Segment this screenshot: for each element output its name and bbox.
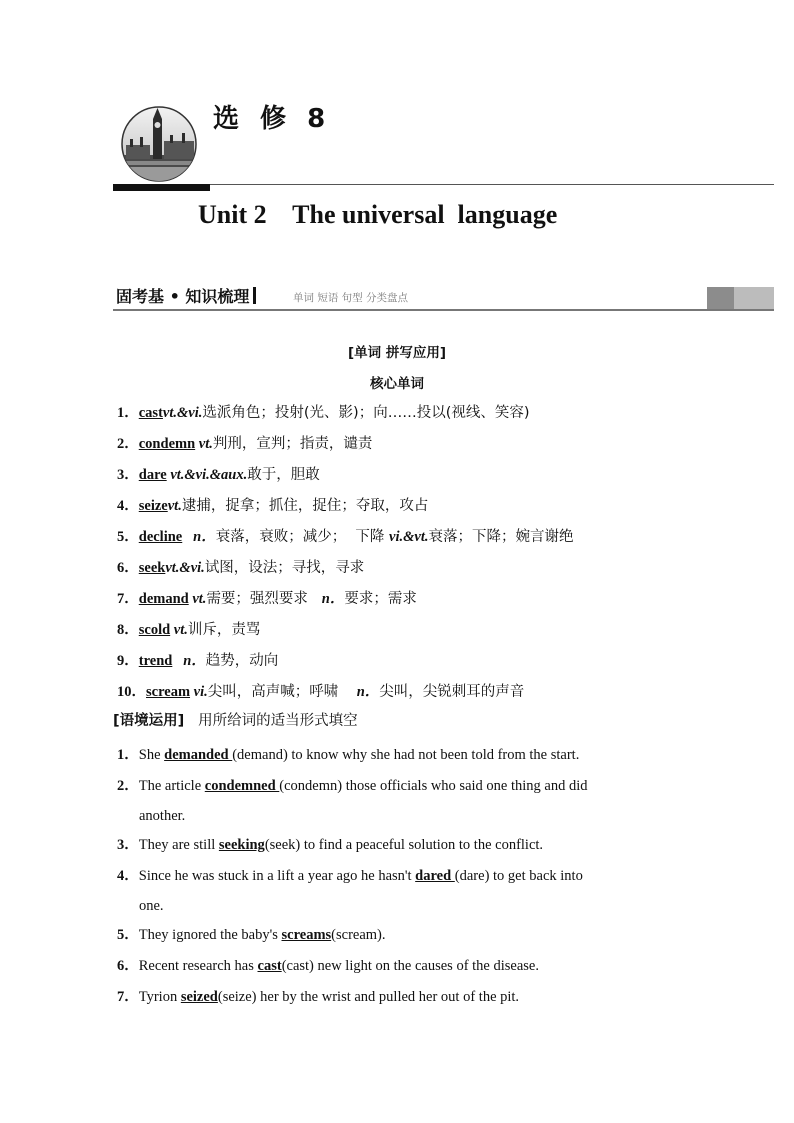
text-span: 尖叫，尖锐刺耳的声音: [379, 684, 525, 700]
vocab-word: decline: [138, 529, 183, 545]
vocab-word: demand: [138, 591, 189, 607]
text-span: 衰落，衰败；减少； 下降: [215, 529, 390, 545]
text-span: 5．: [117, 529, 139, 545]
section-bar-block-light: [734, 287, 774, 309]
vocab-item: [117, 527, 574, 547]
text-span: 选派角色；投射(光、影)；向……投以(视线、笑容): [202, 405, 530, 421]
exercise-item: [117, 771, 662, 831]
text-span: n．: [321, 591, 345, 607]
text-span: Since he was stuck in a lift a year ago he hasn't: [138, 868, 416, 884]
text-span: vt.: [188, 591, 207, 607]
text-span: 7．: [117, 591, 139, 607]
text-span: (seek) to find a peaceful solution to the conflict.: [264, 837, 544, 853]
vocab-word: scold: [138, 622, 171, 638]
text-span: 7．: [117, 989, 139, 1005]
big-ben-emblem-icon: [120, 105, 198, 183]
text-span: (demand) to know why she had not been told from the start.: [232, 747, 580, 763]
text-span: The article: [138, 778, 205, 794]
section-tags: 单词 短语 句型 分类盘点: [293, 292, 409, 304]
exercise-item: [117, 920, 662, 950]
vocab-word: dare: [138, 467, 167, 483]
text-span: vi.&vt.: [389, 529, 429, 545]
section-bar: [113, 286, 774, 314]
context-instruction: 用所给词的适当形式填空: [198, 713, 358, 729]
text-span: (cast) new light on the causes of the disease.: [281, 958, 539, 974]
context-label: [语境运用]: [113, 713, 185, 729]
vocab-item: [117, 496, 428, 516]
text-span: (condemn) those officials who said one thing and did: [279, 778, 588, 794]
text-span: 5．: [117, 927, 139, 943]
text-span: 尖叫，高声喊；呼啸: [207, 684, 357, 700]
section-title-text: 固考基 • 知识梳理: [116, 287, 250, 306]
vocab-item: [117, 434, 372, 454]
text-span: 需要；强烈要求: [206, 591, 322, 607]
answer-blank: demanded: [164, 747, 233, 763]
exercise-item: [117, 740, 662, 770]
text-span: 3．: [117, 837, 139, 853]
text-span: 2．: [117, 436, 139, 452]
text-span: She: [138, 747, 165, 763]
text-span: 衰落；下降；婉言谢绝: [428, 529, 574, 545]
text-span: 9．: [117, 653, 139, 669]
core-words-heading: 核心单词: [370, 376, 424, 392]
vocab-word: trend: [138, 653, 173, 669]
text-span: (scream).: [331, 927, 386, 943]
exercise-item: [117, 861, 662, 921]
text-span: vt.&vi.: [162, 405, 203, 421]
text-span: (dare) to get back into: [454, 868, 583, 884]
vocab-word: cast: [138, 405, 163, 421]
context-heading: [113, 711, 358, 731]
text-span: 敢于，胆敢: [247, 467, 320, 483]
answer-blank: condemned: [204, 778, 280, 794]
text-span: one.: [139, 898, 164, 914]
text-span: Recent research has: [138, 958, 258, 974]
header-rule: [198, 184, 774, 185]
exercise-item: [117, 982, 662, 1012]
text-span: (seize) her by the wrist and pulled her out of the pit.: [217, 989, 520, 1005]
vocab-item: [117, 403, 530, 423]
vocab-item: [117, 558, 364, 578]
vocab-word: seize: [138, 498, 168, 514]
section-bar-block-dark: [707, 287, 734, 309]
text-span: vt.: [195, 436, 213, 452]
text-span: vt.: [170, 622, 188, 638]
text-span: They are still: [138, 837, 219, 853]
answer-blank: screams: [281, 927, 332, 943]
text-span: 2．: [117, 778, 139, 794]
vocab-item: [117, 651, 278, 671]
vocab-item: [117, 620, 260, 640]
unit-title: Unit 2 The universal language: [198, 200, 558, 229]
text-span: vt.&vi.: [165, 560, 205, 576]
text-span: 趋势，动向: [205, 653, 279, 669]
exercise-item: [117, 830, 662, 860]
text-span: n．: [172, 653, 206, 669]
text-span: 判刑，宣判；指责，谴责: [212, 436, 373, 452]
answer-blank: seeking: [218, 837, 265, 853]
section-bar-line: [113, 309, 774, 311]
text-span: vi.: [190, 684, 208, 700]
answer-blank: seized: [180, 989, 218, 1005]
text-span: 6．: [117, 560, 139, 576]
text-span: 1．: [117, 747, 139, 763]
volume-title: 选 修 8: [213, 104, 332, 134]
text-span: 训斥，责骂: [187, 622, 261, 638]
vocab-item: [117, 465, 320, 485]
text-span: n．: [356, 684, 380, 700]
text-span: n．: [182, 529, 216, 545]
text-span: They ignored the baby's: [138, 927, 282, 943]
vocab-word: condemn: [138, 436, 196, 452]
text-span: 4．: [117, 498, 139, 514]
section-title: [116, 286, 256, 308]
text-span: 要求；需求: [344, 591, 417, 607]
exercise-item: [117, 951, 662, 981]
text-span: 试图，设法；寻找，寻求: [204, 560, 365, 576]
text-span: 8．: [117, 622, 139, 638]
header-rule-accent: [113, 184, 210, 191]
section-divider: [253, 287, 256, 304]
vocab-word: seek: [138, 560, 166, 576]
text-span: Tyrion: [138, 989, 181, 1005]
text-span: 1．: [117, 405, 139, 421]
text-span: vt.: [167, 498, 182, 514]
vocab-item: [117, 682, 524, 702]
vocab-item: [117, 589, 417, 609]
text-span: 逮捕，捉拿；抓住，捉住；夺取，攻占: [181, 498, 429, 514]
text-span: 10．: [117, 684, 146, 700]
vocab-heading: [单词 拼写应用]: [347, 345, 447, 361]
text-span: 4．: [117, 868, 139, 884]
vocab-word: scream: [146, 684, 191, 700]
text-span: 6．: [117, 958, 139, 974]
text-span: 3．: [117, 467, 139, 483]
answer-blank: dared: [415, 868, 455, 884]
text-span: vt.&vi.&aux.: [166, 467, 248, 483]
text-span: another.: [139, 808, 186, 824]
answer-blank: cast: [257, 958, 282, 974]
